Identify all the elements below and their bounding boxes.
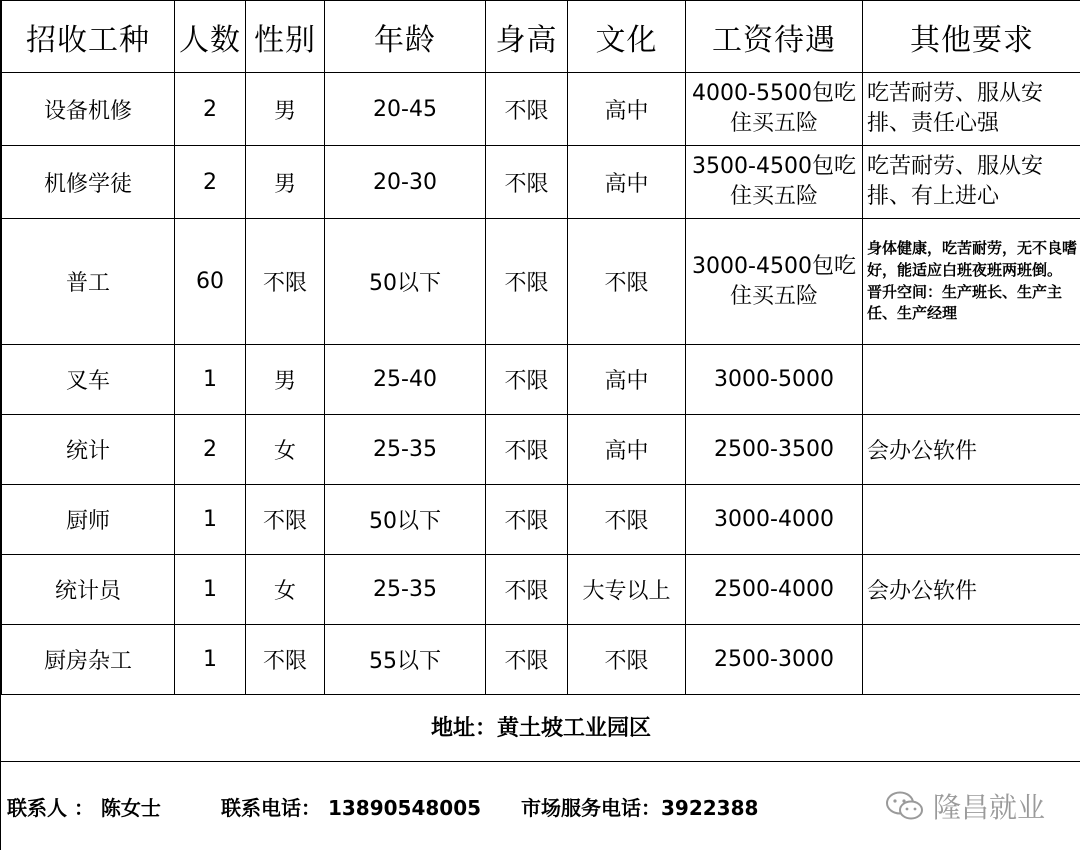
cell-education: 高中 — [568, 415, 686, 485]
cell-requirements — [863, 485, 1080, 555]
contact-phone: 联系电话： 13890548005 — [221, 796, 482, 820]
table-row — [2, 146, 1080, 219]
cell-education: 不限 — [568, 625, 686, 695]
header-job: 招收工种 — [2, 1, 175, 73]
wechat-icon — [885, 790, 925, 822]
table-row — [2, 415, 1080, 485]
table-row — [2, 219, 1080, 345]
cell-salary: 3000-4500包吃住买五险 — [686, 219, 863, 345]
cell-salary: 2500-3000 — [686, 625, 863, 695]
cell-salary: 3000-4000 — [686, 485, 863, 555]
cell-height: 不限 — [486, 625, 568, 695]
contact-person: 联系人 ： 陈女士 — [7, 796, 161, 820]
cell-job: 普工 — [2, 219, 175, 345]
cell-age: 25-35 — [325, 415, 486, 485]
cell-job: 统计 — [2, 415, 175, 485]
cell-education: 不限 — [568, 219, 686, 345]
cell-count: 60 — [175, 219, 246, 345]
cell-gender: 不限 — [246, 625, 325, 695]
cell-height: 不限 — [486, 345, 568, 415]
table-row — [2, 485, 1080, 555]
cell-requirements: 吃苦耐劳、服从安排、有上进心 — [863, 146, 1080, 219]
table-row — [2, 73, 1080, 146]
cell-gender: 女 — [246, 415, 325, 485]
cell-age: 20-45 — [325, 73, 486, 146]
cell-count: 1 — [175, 555, 246, 625]
cell-job: 叉车 — [2, 345, 175, 415]
header-count: 人数 — [175, 1, 246, 73]
cell-education: 不限 — [568, 485, 686, 555]
cell-height: 不限 — [486, 555, 568, 625]
cell-count: 2 — [175, 415, 246, 485]
cell-education: 高中 — [568, 146, 686, 219]
cell-gender: 不限 — [246, 219, 325, 345]
header-height: 身高 — [486, 1, 568, 73]
header-requirements: 其他要求 — [863, 1, 1080, 73]
cell-age: 25-40 — [325, 345, 486, 415]
cell-height: 不限 — [486, 219, 568, 345]
cell-age: 50以下 — [325, 219, 486, 345]
cell-education: 高中 — [568, 345, 686, 415]
cell-age: 20-30 — [325, 146, 486, 219]
header-education: 文化 — [568, 1, 686, 73]
cell-gender: 女 — [246, 555, 325, 625]
cell-salary: 3500-4500包吃住买五险 — [686, 146, 863, 219]
cell-requirements: 身体健康，吃苦耐劳，无不良嗜好，能适应白班夜班两班倒。 晋升空间：生产班长、生产主任、生产经理 — [863, 219, 1080, 345]
cell-height: 不限 — [486, 415, 568, 485]
cell-height: 不限 — [486, 73, 568, 146]
cell-requirements — [863, 345, 1080, 415]
cell-job: 设备机修 — [2, 73, 175, 146]
contact-line — [1, 762, 1080, 850]
cell-count: 1 — [175, 625, 246, 695]
cell-salary: 2500-4000 — [686, 555, 863, 625]
header-salary: 工资待遇 — [686, 1, 863, 73]
cell-education: 大专以上 — [568, 555, 686, 625]
cell-requirements: 会办公软件 — [863, 555, 1080, 625]
cell-count: 2 — [175, 73, 246, 146]
cell-age: 25-35 — [325, 555, 486, 625]
cell-gender: 男 — [246, 345, 325, 415]
cell-job: 厨房杂工 — [2, 625, 175, 695]
table-row — [2, 345, 1080, 415]
cell-salary: 3000-5000 — [686, 345, 863, 415]
cell-requirements: 吃苦耐劳、服从安排、责任心强 — [863, 73, 1080, 146]
cell-age: 55以下 — [325, 625, 486, 695]
header-age: 年龄 — [325, 1, 486, 73]
cell-job: 厨师 — [2, 485, 175, 555]
cell-education: 高中 — [568, 73, 686, 146]
cell-salary: 4000-5500包吃住买五险 — [686, 73, 863, 146]
cell-gender: 男 — [246, 73, 325, 146]
watermark-text: 隆昌就业 — [932, 791, 1045, 824]
cell-age: 50以下 — [325, 485, 486, 555]
header-gender: 性别 — [246, 1, 325, 73]
cell-height: 不限 — [486, 146, 568, 219]
service-phone: 市场服务电话：3922388 — [521, 796, 759, 820]
cell-height: 不限 — [486, 485, 568, 555]
cell-job: 统计员 — [2, 555, 175, 625]
cell-count: 1 — [175, 485, 246, 555]
cell-salary: 2500-3500 — [686, 415, 863, 485]
watermark — [885, 786, 1045, 826]
cell-count: 1 — [175, 345, 246, 415]
cell-requirements: 会办公软件 — [863, 415, 1080, 485]
cell-requirements — [863, 625, 1080, 695]
table-row — [2, 625, 1080, 695]
cell-count: 2 — [175, 146, 246, 219]
recruitment-table — [1, 0, 1080, 695]
header-row — [2, 1, 1080, 73]
address-line: 地址：黄土坡工业园区 — [1, 692, 1080, 762]
cell-gender: 不限 — [246, 485, 325, 555]
table-row — [2, 555, 1080, 625]
cell-job: 机修学徒 — [2, 146, 175, 219]
cell-gender: 男 — [246, 146, 325, 219]
